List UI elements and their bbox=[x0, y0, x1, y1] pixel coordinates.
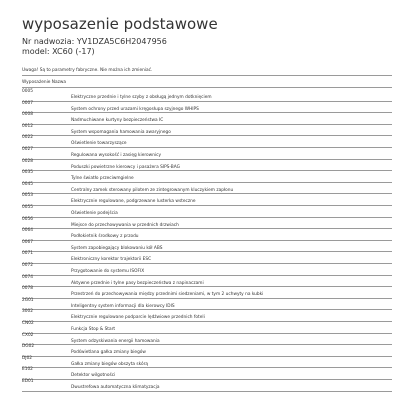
equipment-code: CX02 bbox=[22, 332, 34, 338]
table-row bbox=[22, 193, 392, 205]
equipment-code: 0008 bbox=[22, 112, 33, 118]
table-row bbox=[22, 159, 392, 171]
row-divider bbox=[22, 391, 392, 392]
model-line: model: XC60 (-17) bbox=[22, 47, 95, 56]
equipment-code: 0064 bbox=[22, 228, 33, 234]
divider bbox=[22, 87, 392, 88]
equipment-code: 0005 bbox=[22, 89, 33, 94]
table-row bbox=[22, 309, 392, 321]
equipment-code: 0012 bbox=[22, 123, 33, 129]
equipment-code: 0056 bbox=[22, 216, 33, 222]
equipment-name: Dwustrefowa automatyczna klimatyzacja bbox=[71, 385, 160, 390]
table-row bbox=[22, 112, 392, 124]
table-row bbox=[22, 135, 392, 147]
equipment-name: Nadmuchiwane kurtyny bezpieczeństwa IC bbox=[71, 118, 164, 124]
equipment-name: Poduszki powietrzne kierowcy i pasażera SIPS-BAG bbox=[71, 164, 180, 170]
table-row bbox=[22, 182, 392, 194]
table-row bbox=[22, 275, 392, 287]
equipment-name: Elektroniczny korektor trajektorii ESC bbox=[71, 257, 152, 263]
equipment-name: Aktywne przednie i tylne pasy bezpieczeństwa z napinaczami bbox=[71, 280, 204, 286]
equipment-name: Centralny zamek sterowany pilotem ze zintegrowanym kluczykiem zapłonu bbox=[71, 187, 234, 193]
table-row bbox=[22, 89, 392, 101]
equipment-name: Detektor wilgotności bbox=[71, 373, 116, 379]
equipment-code: DJ02 bbox=[22, 355, 33, 361]
table-row bbox=[22, 344, 392, 356]
page-title: wyposazenie podstawowe bbox=[22, 15, 218, 33]
equipment-name: Oświetlenie podejścia bbox=[71, 211, 118, 216]
equipment-code: 0045 bbox=[22, 181, 33, 187]
table-row bbox=[22, 147, 392, 159]
equipment-name: Elektrycznie regulowane, podgrzewane lusterka wsteczne bbox=[71, 199, 196, 205]
equipment-name: Gałka zmiany biegów obszyta skórą bbox=[71, 361, 148, 367]
equipment-code: 0028 bbox=[22, 158, 33, 164]
table-row bbox=[22, 251, 392, 263]
table-row bbox=[22, 205, 392, 217]
equipment-code: 0072 bbox=[22, 263, 33, 268]
equipment-name: Podświetlana gałka zmiany biegów bbox=[71, 350, 146, 356]
equipment-name: Podłokietnik środkowy z przodu bbox=[71, 234, 139, 240]
equipment-name: Funkcja Stop & Start bbox=[71, 327, 116, 332]
equipment-code: 0022 bbox=[22, 135, 33, 141]
table-row bbox=[22, 217, 392, 229]
table-header: Wyposażenie Nazwa bbox=[22, 80, 67, 85]
equipment-code: ED01 bbox=[22, 379, 34, 384]
equipment-name: System wspomagania hamowania awaryjnego bbox=[71, 129, 171, 135]
divider bbox=[22, 75, 392, 76]
table-row bbox=[22, 101, 392, 113]
equipment-code: 2G01 bbox=[22, 297, 34, 303]
equipment-code: E102 bbox=[22, 367, 33, 373]
equipment-name: System ochrony przed urazami kręgosłupa szyjnego WHIPS bbox=[71, 106, 199, 112]
equipment-name: Elektrycznie regulowane podparcie lędźwiowe przednich foteli bbox=[71, 315, 205, 321]
equipment-name: Inteligentny system informacji dla kierowcy IDIS bbox=[71, 303, 175, 309]
equipment-code: 0055 bbox=[22, 205, 33, 210]
equipment-name: Elektryczne przednie i tylne szyby z obsługą jednym dotknięciem bbox=[71, 95, 212, 100]
equipment-code: 0074 bbox=[22, 274, 33, 280]
factory-note: Uwaga! Są to parametry fabryczne. Nie można ich zmieniać. bbox=[22, 68, 153, 73]
table-row bbox=[22, 240, 392, 252]
equipment-code: 0067 bbox=[22, 239, 33, 245]
table-row bbox=[22, 356, 392, 368]
equipment-name: Miejsce do przechowywania w przednich drzwiach bbox=[71, 222, 179, 228]
equipment-code: 3002 bbox=[22, 309, 33, 315]
equipment-name: Regulowana wysokość i zasięg kierownicy bbox=[71, 153, 162, 158]
table-row bbox=[22, 367, 392, 379]
table-row bbox=[22, 228, 392, 240]
equipment-code: 0071 bbox=[22, 251, 33, 257]
equipment-name: System odzyskiwania energii hamowania bbox=[71, 338, 160, 344]
equipment-code: 0027 bbox=[22, 147, 33, 152]
table-row bbox=[22, 170, 392, 182]
equipment-name: System zapobiegający blokowaniu kół ABS bbox=[71, 245, 163, 251]
table-row bbox=[22, 333, 392, 345]
table-row bbox=[22, 263, 392, 275]
equipment-code: 0035 bbox=[22, 170, 33, 176]
equipment-code: 0078 bbox=[22, 286, 33, 292]
vin-line: Nr nadwozia: YV1DZA5C6H2047956 bbox=[22, 37, 167, 46]
equipment-code: CN02 bbox=[22, 321, 34, 326]
equipment-name: Przygotowanie do systemu ISOFIX bbox=[71, 269, 145, 274]
equipment-name: Oświetlenie towarzyszące bbox=[71, 141, 127, 147]
table-row bbox=[22, 124, 392, 136]
table-row bbox=[22, 321, 392, 333]
equipment-name: Tylne światło przeciwmgielne bbox=[71, 176, 134, 182]
table-row bbox=[22, 298, 392, 310]
equipment-code: 0053 bbox=[22, 193, 33, 199]
table-row bbox=[22, 286, 392, 298]
equipment-code: 0007 bbox=[22, 100, 33, 106]
equipment-name: Przestrzeń do przechowywania między przednimi siedzeniami, w tym 2 uchwyty na kubki bbox=[71, 292, 264, 298]
equipment-code: DG02 bbox=[22, 344, 35, 350]
table-row bbox=[22, 379, 392, 391]
